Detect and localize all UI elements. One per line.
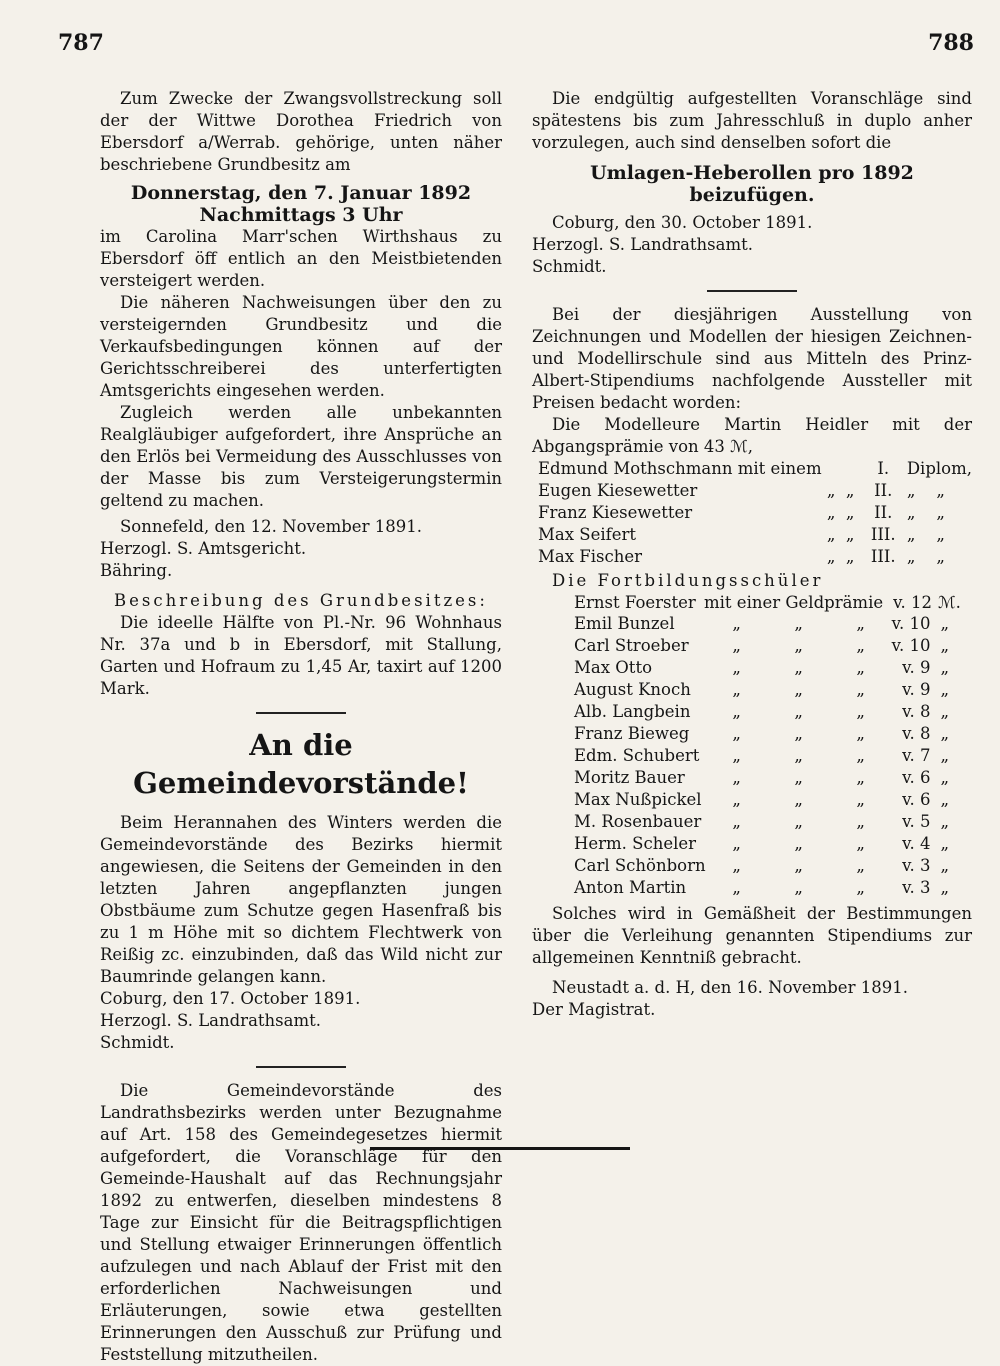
table-row [574,789,968,811]
ditto-mark: „ [794,768,803,787]
table-row [574,767,968,789]
ditto-mark: „ [856,768,865,787]
exhibition-closing: Solches wird in Gemäßheit der Bestimmungen über die Verleihung genannten Stipendiums zur allgemeinen Kenntniß gebracht. [532,904,972,967]
student-name: August Knoch [574,680,691,699]
student-name: Carl Schönborn [574,856,706,875]
ditto-mark: „ [936,547,945,566]
ditto-mark: „ [940,746,950,765]
ditto-mark: „ [856,658,865,677]
student-name: Ernst Foerster [574,593,696,612]
ditto-mark: „ [794,746,803,765]
ditto-mark: „ [732,636,741,655]
prize-unit: ℳ. [938,593,961,612]
prize-amount: v. 6 [902,768,931,787]
table-row [574,679,968,701]
table-row [574,635,968,657]
student-name: Moritz Bauer [574,768,685,787]
table-row [538,546,972,568]
table-row [538,480,972,502]
ditto-mark: „ [940,856,950,875]
ditto-mark: „ [940,768,950,787]
first-student-row [574,592,972,613]
ditto-mark: „ [732,658,741,677]
prize-amount: v. 9 [902,658,931,677]
budget-text2: Die endgültig aufgestellten Voranschläge sind spätestens bis zum Jahresschluß in duplo anher vorzulegen, auch sind denselben sofort die [532,89,972,152]
ditto-mark: „ [794,658,803,677]
budget-text: Die Gemeindevorstände des Landrathsbezirks werden unter Bezugnahme auf Art. 158 des Gemeindegesetzes hiermit aufgefordert, die Voranschläge für den Gemeinde-Haushalt auf das Rechnungsjahr 1892 zu entwerfen, dieselben mindestens 8 Tage zur Einsicht für die Beitragspflichtigen und Stellung etwaiger Erinnerungen öffentlich aufzulegen und nach Ablauf der Frist mit den erforderlichen Nachweisungen und Erläuterungen, sowie etwa gestellten Erinnerungen den Ausschuß zur Prüfung und Feststellung mitzutheilen. [100,1081,502,1364]
auction-place-date: Sonnefeld, den 12. November 1891. [120,517,422,536]
fruit-trees-notice [100,726,502,1054]
auction-desc-heading: Beschreibung des Grundbesitzes: [114,591,488,610]
ditto-mark: „ [794,790,803,809]
winner-name: Max Seifert [538,525,637,544]
ditto-mark: „ [826,547,836,566]
prize-amount: v. 4 [902,834,931,853]
ditto-mark: „ [940,724,950,743]
ditto-mark: „ [940,878,950,897]
ditto-mark: „ [845,525,855,544]
page-number-right: 788 [928,30,974,56]
winner-rank: II. [874,503,893,522]
ditto-mark: „ [940,636,950,655]
table-row [574,833,968,855]
auction-desc-text: Die ideelle Hälfte von Pl.-Nr. 96 Wohnhaus Nr. 37a und b in Ebersdorf, mit Stallung, Garten und Hofraum zu 1,45 Ar, taxirt auf 1200 Mark. [100,613,502,698]
students-table [574,613,968,899]
prize-amount: v. 5 [902,812,931,831]
ditto-mark: „ [940,790,950,809]
ditto-mark: „ [826,503,836,522]
prize-amount: v. 12 [893,593,932,612]
table-row [574,855,968,877]
budget-notice [100,1080,502,1366]
winner-name: Eugen Kiesewetter [538,481,698,500]
ditto-mark: „ [906,525,916,544]
student-name: Franz Bieweg [574,724,690,743]
prize-amount: v. 10 [891,614,931,633]
student-name: Anton Martin [574,878,687,897]
table-row [538,524,972,546]
auction-creditors: Zugleich werden alle unbekannten Realgläubiger aufgefordert, ihre Ansprüche an den Erlös bei Vermeidung des Ausschlusses von der Masse bis zum Versteigerungstermin geltend zu machen. [100,403,502,510]
ditto-mark: „ [856,790,865,809]
student-name: Max Nußpickel [574,790,702,809]
prize-amount: v. 8 [902,724,931,743]
ditto-mark: „ [794,702,803,721]
ditto-mark: „ [794,614,803,633]
exhibition-intro: Bei der diesjährigen Ausstellung von Zeichnungen und Modellen der hiesigen Zeichnen- und Modellirschule sind aus Mitteln des Prinz-Albert-Stipendiums nachfolgende Aussteller mit Preisen bedacht worden: [532,305,972,412]
ditto-mark: „ [940,834,950,853]
ditto-mark: „ [732,812,741,831]
page-number-left: 787 [58,30,104,56]
ditto-mark: „ [856,680,865,699]
ditto-mark: „ [906,547,916,566]
ditto-mark: „ [794,812,803,831]
auction-date-line1: Donnerstag, den 7. Januar 1892 [130,182,472,204]
ditto-mark: „ [940,812,950,831]
winner-rank: II. [874,481,893,500]
ditto-mark: „ [732,702,741,721]
fruit-trees-place-date: Coburg, den 17. October 1891. [100,989,361,1008]
student-name: Emil Bunzel [574,614,675,633]
winner-name: Max Fischer [538,547,642,566]
divider [707,290,797,292]
table-row [574,877,968,899]
ditto-mark: „ [856,614,865,633]
left-column [100,88,502,1366]
prize-amount: v. 6 [902,790,931,809]
diploma-table [538,458,972,568]
ditto-mark: „ [732,834,741,853]
table-row [574,657,968,679]
prize-amount: v. 9 [902,680,931,699]
table-row [538,502,972,524]
bottom-divider [370,1147,630,1150]
student-name: Alb. Langbein [574,702,691,721]
ditto-mark: „ [940,680,950,699]
ditto-mark: „ [732,680,741,699]
student-name: Max Otto [574,658,653,677]
winner-name: Franz Kiesewetter [538,503,693,522]
exhibition-place-date: Neustadt a. d. H, den 16. November 1891. [552,978,908,997]
ditto-mark: „ [845,547,855,566]
winner-award: Diplom, [906,459,972,478]
exhibition-modelers: Die Modelleure Martin Heidler mit der Abgangsprämie von 43 ℳ, [532,415,972,456]
ditto-mark: „ [845,503,855,522]
prize-amount: v. 7 [902,746,931,765]
auction-location: im Carolina Marr'schen Wirthshaus zu Ebersdorf öff entlich an den Meistbietenden versteigert werden. [100,227,502,290]
fruit-trees-signature: Schmidt. [100,1033,175,1052]
budget-notice-continued [532,88,972,278]
ditto-mark: „ [794,834,803,853]
prize-amount: v. 8 [902,702,931,721]
student-name: Herm. Scheler [574,834,697,853]
budget-authority: Herzogl. S. Landrathsamt. [532,235,753,254]
student-name: Edm. Schubert [574,746,700,765]
table-row [574,613,968,635]
winner-rank: III. [870,547,896,566]
exhibition-notice [532,304,972,1021]
ditto-mark: „ [856,834,865,853]
ditto-mark: „ [940,658,950,677]
ditto-mark: „ [732,614,741,633]
auction-date-line2: Nachmittags 3 Uhr [199,204,403,226]
ditto-mark: „ [856,702,865,721]
ditto-mark: „ [794,856,803,875]
ditto-mark: „ [856,724,865,743]
ditto-mark: „ [940,702,950,721]
ditto-mark: „ [732,856,741,875]
ditto-mark: „ [732,724,741,743]
auction-signature: Bähring. [100,561,173,580]
prize-phrase: mit einer Geldprämie [704,593,884,612]
ditto-mark: „ [732,790,741,809]
ditto-mark: „ [732,768,741,787]
ditto-mark: „ [856,746,865,765]
ditto-mark: „ [794,680,803,699]
auction-intro: Zum Zwecke der Zwangsvollstreckung soll der der Wittwe Dorothea Friedrich von Ebersdorf a/Werrab. gehörige, unten näher beschriebene Grundbesitz am [100,89,502,174]
student-name: M. Rosenbauer [574,812,702,831]
ditto-mark: „ [936,503,945,522]
winner-rank: I. [877,459,890,478]
divider [256,1066,346,1068]
auction-notice [100,88,502,700]
ditto-mark: „ [845,481,855,500]
fruit-trees-text: Beim Herannahen des Winters werden die Gemeindevorstände des Bezirks hiermit angewiesen, die Seitens der Gemeinden in den letzten Jahren angepflanzten jungen Obstbäume zum Schutze gegen Hasenfraß bis zu 1 m Höhe mit so dichtem Flechtwerk von Reißig zc. einzubinden, daß das Wild nicht zur Baumrinde gelangen kann. [100,813,502,986]
ditto-mark: „ [906,503,916,522]
right-column [532,88,972,1021]
ditto-mark: „ [826,481,836,500]
table-row [574,701,968,723]
winner-name: Edmund Mothschmann mit einem [538,459,822,478]
table-row [574,745,968,767]
ditto-mark: „ [936,525,945,544]
ditto-mark: „ [940,614,950,633]
budget-highlight: Umlagen-Heberollen pro 1892 beizufügen. [590,162,914,206]
ditto-mark: „ [856,878,865,897]
budget-signature: Schmidt. [532,257,607,276]
ditto-mark: „ [856,812,865,831]
table-row [574,723,968,745]
ditto-mark: „ [936,481,945,500]
ditto-mark: „ [856,856,865,875]
students-heading: Die Fortbildungsschüler [552,571,824,590]
winner-rank: III. [870,525,896,544]
fruit-trees-authority: Herzogl. S. Landrathsamt. [100,1011,321,1030]
divider [256,712,346,714]
prize-amount: v. 10 [891,636,931,655]
ditto-mark: „ [732,878,741,897]
prize-amount: v. 3 [902,878,931,897]
ditto-mark: „ [826,525,836,544]
student-name: Carl Stroeber [574,636,689,655]
ditto-mark: „ [856,636,865,655]
fruit-trees-headline: An die Gemeindevorstände! [133,728,469,800]
auction-authority: Herzogl. S. Amtsgericht. [100,539,307,558]
ditto-mark: „ [906,481,916,500]
table-row [574,811,968,833]
ditto-mark: „ [794,724,803,743]
ditto-mark: „ [794,878,803,897]
prize-amount: v. 3 [902,856,931,875]
table-row [538,458,972,480]
ditto-mark: „ [794,636,803,655]
ditto-mark: „ [732,746,741,765]
exhibition-signature: Der Magistrat. [532,1000,656,1019]
budget-place-date: Coburg, den 30. October 1891. [552,213,813,232]
auction-details: Die näheren Nachweisungen über den zu versteigernden Grundbesitz und die Verkaufsbedingungen können auf der Gerichtsschreiberei des unterfertigten Amtsgerichts eingesehen werden. [100,293,502,400]
